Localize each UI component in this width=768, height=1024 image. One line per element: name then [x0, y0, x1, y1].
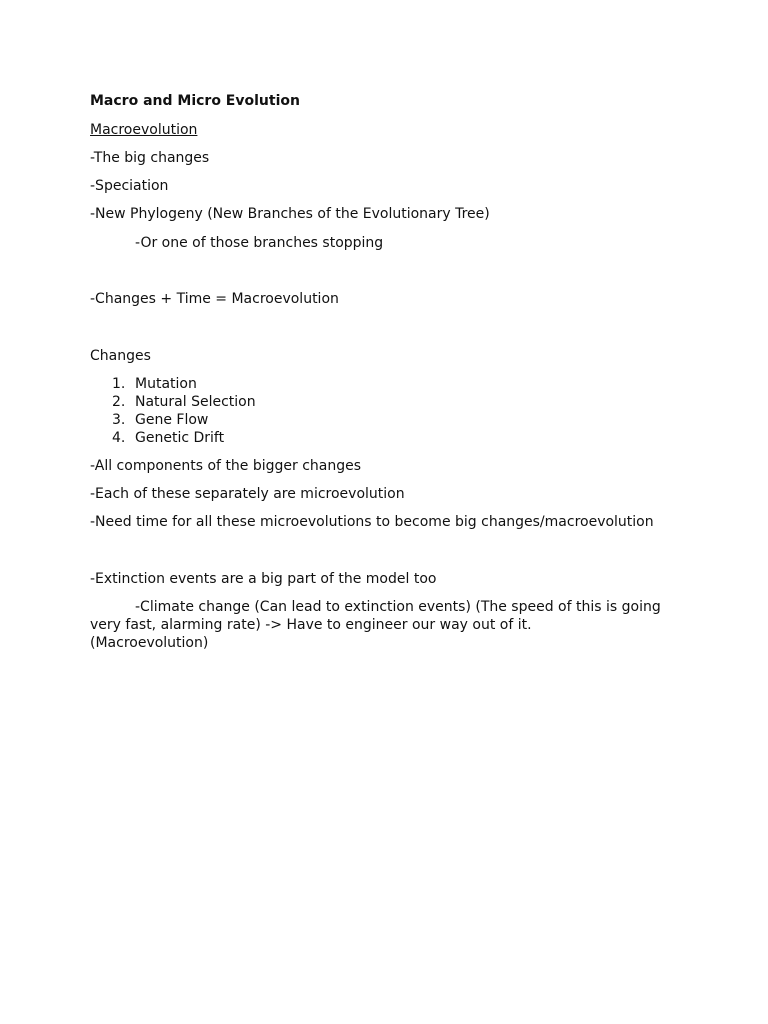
line-branches-stopping: -Or one of those branches stopping — [135, 235, 384, 251]
line-changes-time: -Changes + Time = Macroevolution — [90, 291, 339, 307]
list-item-number: 1. — [112, 376, 126, 392]
line-big-changes: -The big changes — [90, 150, 210, 166]
line-climate-change-2: very fast, alarming rate) -> Have to engineer our way out of it. — [90, 617, 532, 633]
list-item-number: 3. — [112, 412, 126, 428]
line-need-time: -Need time for all these microevolutions to become big changes/macroevolution — [90, 514, 654, 530]
line-changes-label: Changes — [90, 348, 151, 364]
list-item: Gene Flow — [135, 412, 209, 428]
list-item: Genetic Drift — [135, 430, 225, 446]
line-components: -All components of the bigger changes — [90, 458, 362, 474]
document-title: Macro and Micro Evolution — [90, 93, 300, 109]
line-climate-change-1: -Climate change (Can lead to extinction events) (The speed of this is going — [135, 599, 661, 615]
list-item-number: 4. — [112, 430, 126, 446]
list-item: Natural Selection — [135, 394, 256, 410]
line-climate-change-3: (Macroevolution) — [90, 635, 209, 651]
line-new-phylogeny: -New Phylogeny (New Branches of the Evolutionary Tree) — [90, 206, 490, 222]
list-item-number: 2. — [112, 394, 126, 410]
line-separately: -Each of these separately are microevolution — [90, 486, 405, 502]
line-extinction: -Extinction events are a big part of the model too — [90, 571, 437, 587]
line-speciation: -Speciation — [90, 178, 169, 194]
section-heading-macroevolution: Macroevolution — [90, 122, 198, 138]
list-item: Mutation — [135, 376, 197, 392]
